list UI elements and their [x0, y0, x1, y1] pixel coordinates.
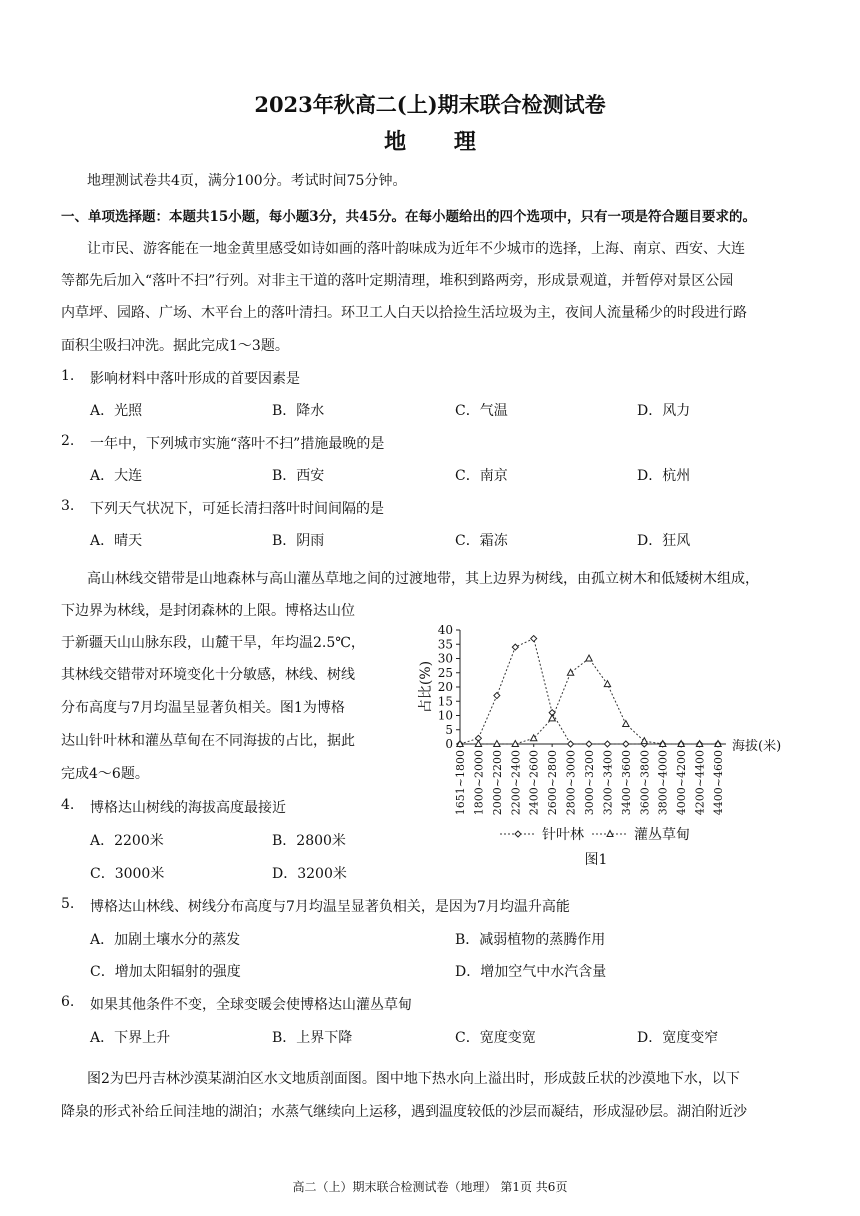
- passage-line: 下边界为林线，是封闭森林的上限。博格达山位: [61, 603, 355, 619]
- passage-line: 图2为巴丹吉林沙漠某湖泊区水文地质剖面图。图中地下热水向上溢出时，形成鼓丘状的沙漠地下水，以下: [87, 1071, 740, 1087]
- y-tick-label: 40: [437, 623, 453, 637]
- passage-line: 降泉的形式补给丘间洼地的湖泊；水蒸气继续向上运移，遇到温度较低的沙层而凝结，形成湿砂层。湖泊附近沙: [61, 1104, 747, 1120]
- option: D．宽度变窄: [637, 1030, 719, 1046]
- passage-line: 分布高度与7月均温呈显著负相关。图1为博格: [61, 700, 345, 716]
- series-line: [460, 659, 718, 745]
- y-tick-label: 30: [437, 651, 453, 666]
- x-tick-label: 3200~3400: [601, 750, 615, 816]
- option: D．增加空气中水汽含量: [455, 964, 607, 980]
- question-number: 3.: [61, 498, 75, 514]
- y-tick-label: 5: [445, 722, 453, 737]
- legend-marker-conifer: [515, 831, 521, 837]
- section-heading: 一、单项选择题：本题共15小题，每小题3分，共45分。在每小题给出的四个选项中，只有一项是符合题目要求的。: [61, 209, 756, 225]
- intro-text: 地理测试卷共4页，满分100分。考试时间75分钟。: [87, 173, 407, 189]
- x-tick-label: 1800~2000: [472, 750, 486, 816]
- passage-line: 让市民、游客能在一地金黄里感受如诗如画的落叶韵味成为近年不少城市的选择，上海、南京、西安、大连: [87, 241, 745, 257]
- x-tick-label: 2000~2200: [490, 750, 504, 816]
- question-text: 下列天气状况下，可延长清扫落叶时间间隔的是: [90, 501, 384, 517]
- option: A．光照: [90, 403, 143, 419]
- meadow-point: [604, 681, 610, 687]
- option: A．晴天: [90, 533, 143, 549]
- option: C．气温: [455, 403, 508, 419]
- meadow-point: [531, 735, 537, 741]
- legend-label: 灌丛草甸: [634, 827, 690, 843]
- meadow-point: [567, 669, 573, 675]
- passage-line: 高山林线交错带是山地森林与高山灌丛草地之间的过渡地带，其上边界为树线，由孤立树木和低矮树木组成，: [87, 571, 759, 587]
- x-tick-label: 4000~4200: [675, 750, 689, 816]
- x-axis-label: 海拔(米): [732, 739, 782, 754]
- conifer-point: [512, 644, 518, 650]
- question-number: 5.: [61, 896, 75, 912]
- passage-line: 面积尘吸扫冲洗。据此完成1～3题。: [61, 338, 289, 354]
- x-tick-label: 3000~3200: [583, 750, 596, 816]
- passage-line: 达山针叶林和灌丛草甸在不同海拔的占比，据此: [61, 733, 355, 749]
- x-tick-label: 3400~3600: [619, 750, 633, 816]
- passage-line: 等都先后加入“落叶不扫”行列。对非主干道的落叶定期清理，堆积到路两旁，形成景观道，并暂停对景区公园: [61, 273, 734, 289]
- x-tick-label: 2800~3000: [564, 750, 578, 816]
- option: D．杭州: [637, 468, 691, 484]
- figure-caption: 图1: [584, 852, 608, 868]
- passage-line: 完成4～6题。: [61, 766, 149, 782]
- y-axis-label: 占比(%): [418, 660, 434, 714]
- y-tick-label: 25: [437, 665, 453, 680]
- x-tick-label: 1651~1800: [454, 750, 467, 816]
- option: B．减弱植物的蒸腾作用: [455, 932, 606, 948]
- chart-series: [457, 636, 721, 747]
- y-tick-label: 15: [437, 694, 453, 709]
- option: C．霜冻: [455, 533, 508, 549]
- option: A．下界上升: [90, 1030, 171, 1046]
- option: B．西安: [272, 468, 325, 484]
- x-tick-label: 2400~2600: [527, 750, 541, 816]
- question-text: 影响材料中落叶形成的首要因素是: [90, 371, 300, 387]
- x-tick-label: 3800~4000: [656, 750, 670, 816]
- option: D．3200米: [272, 866, 347, 882]
- page-footer: 高二（上）期末联合检测试卷（地理） 第1页 共6页: [292, 1180, 568, 1194]
- option: C．3000米: [90, 866, 165, 882]
- conifer-point: [494, 693, 500, 699]
- x-tick-label: 3600~3800: [638, 750, 652, 816]
- x-tick-label: 4200~4400: [693, 750, 707, 816]
- x-tick-label: 4400~4600: [712, 750, 725, 816]
- option: B．降水: [272, 403, 325, 419]
- y-tick-label: 20: [437, 680, 453, 694]
- passage-line: 其林线交错带对环境变化十分敏感，林线、树线: [61, 667, 355, 683]
- chart-axes: [417, 623, 781, 815]
- question-text: 一年中，下列城市实施“落叶不扫”措施最晚的是: [90, 436, 385, 452]
- question-number: 6.: [61, 994, 75, 1010]
- legend-label: 针叶林: [542, 827, 584, 843]
- meadow-point: [549, 715, 555, 721]
- y-tick-label: 0: [445, 737, 453, 751]
- x-tick-label: 2600~2800: [546, 750, 560, 816]
- y-tick-label: 10: [437, 708, 453, 723]
- option: A．大连: [90, 468, 143, 484]
- question-text: 如果其他条件不变，全球变暖会使博格达山灌丛草甸: [90, 997, 412, 1013]
- option: B．2800米: [272, 833, 346, 849]
- question-number: 1.: [61, 368, 75, 384]
- question-text: 博格达山林线、树线分布高度与7月均温呈显著负相关，是因为7月均温升高能: [90, 899, 570, 915]
- question-text: 博格达山树线的海拔高度最接近: [90, 800, 286, 816]
- option: A．2200米: [90, 833, 164, 849]
- passage-line: 内草坪、园路、广场、木平台上的落叶清扫。环卫工人白天以拾捡生活垃圾为主，夜间人流量稀少的时段进行路: [61, 305, 747, 321]
- subject-title: 地 理: [384, 129, 496, 155]
- passage-line: 于新疆天山山脉东段，山麓干旱，年均温2.5℃，: [61, 635, 365, 651]
- conifer-point: [623, 741, 629, 747]
- option: A．加剧土壤水分的蒸发: [90, 932, 241, 948]
- question-number: 2.: [61, 433, 75, 449]
- question-number: 4.: [61, 797, 75, 813]
- altitude-share-chart: [400, 612, 830, 872]
- chart-legend: [500, 826, 690, 868]
- conifer-point: [531, 636, 537, 642]
- meadow-point: [623, 721, 629, 727]
- meadow-point: [641, 738, 647, 744]
- option: D．风力: [637, 403, 691, 419]
- meadow-point: [586, 655, 592, 661]
- option: B．上界下降: [272, 1030, 353, 1046]
- y-tick-label: 35: [437, 637, 453, 652]
- conifer-point: [568, 741, 574, 747]
- option: C．增加太阳辐射的强度: [90, 964, 241, 980]
- x-tick-label: 2200~2400: [509, 750, 523, 816]
- exam-title: 2023年秋高二(上)期末联合检测试卷: [254, 92, 606, 117]
- option: B．阴雨: [272, 533, 325, 549]
- conifer-point: [604, 741, 610, 747]
- option: C．宽度变宽: [455, 1030, 536, 1046]
- option: D．狂风: [637, 533, 691, 549]
- conifer-point: [586, 741, 592, 747]
- option: C．南京: [455, 468, 508, 484]
